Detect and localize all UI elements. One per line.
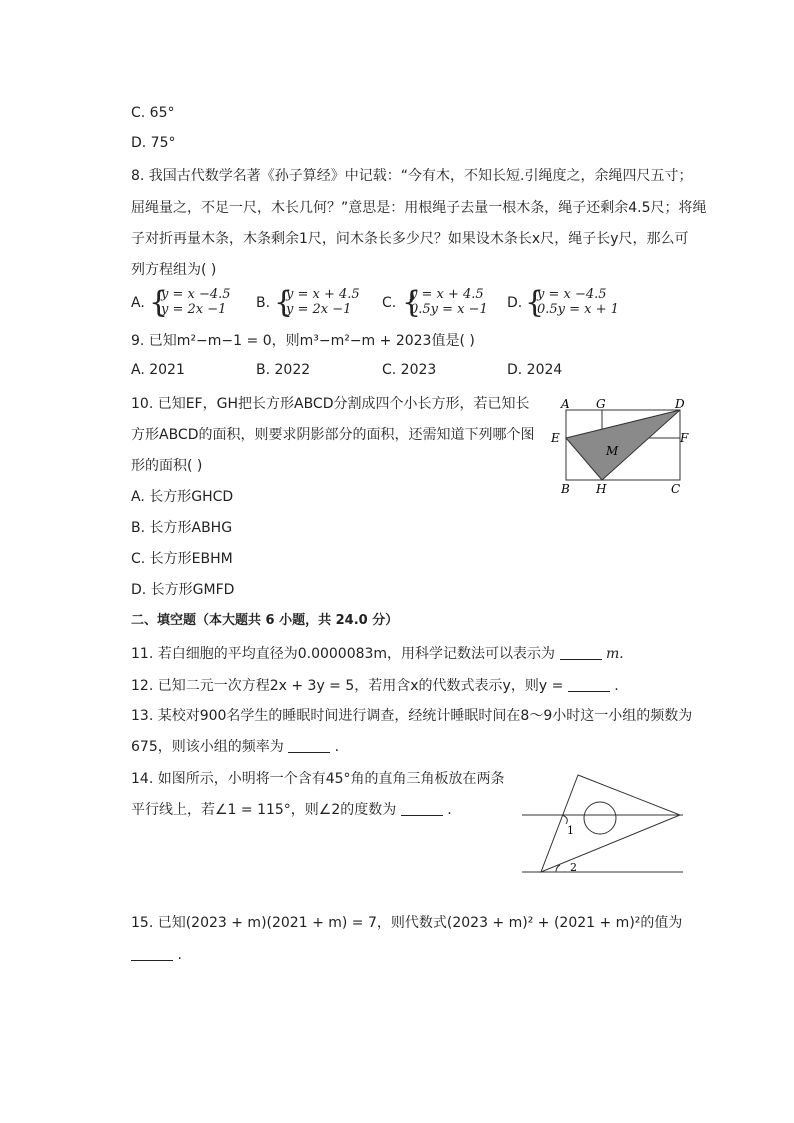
q15-tail: .	[177, 947, 182, 963]
angle-2-label: 2	[570, 861, 577, 874]
q11-tail: m.	[605, 646, 624, 662]
equation-1: y = x + 4.5	[410, 287, 484, 302]
triangle-figure	[518, 768, 688, 876]
label-c: C	[671, 482, 681, 496]
answer-blank[interactable]	[401, 801, 443, 816]
q12	[131, 676, 619, 696]
rectangle-figure	[545, 394, 705, 498]
label-g: G	[596, 397, 606, 411]
q9-option-d: D. 2024	[507, 362, 563, 378]
q14-line2	[131, 800, 452, 820]
q8-stem-line4: 列方程组为( )	[131, 262, 217, 278]
q15-line2	[131, 945, 182, 965]
equation-2: y = 2x −1	[161, 302, 227, 317]
brace: {	[149, 285, 169, 320]
q11-stem: 11. 若白细胞的平均直径为0.0000083m，用科学记数法可以表示为	[131, 646, 556, 662]
q10-option-d: D. 长方形GMFD	[131, 582, 235, 598]
label-d: D	[675, 397, 685, 411]
q8-stem-line2: 屈绳量之，不足一尺，木长几何？”意思是：用根绳子去量一根木条，绳子还剩余4.5尺；将绳	[131, 200, 707, 216]
label-h: H	[596, 482, 607, 496]
q13-stem-line1: 13. 某校对900名学生的睡眠时间进行调查，经统计睡眠时间在8～9小时这一小组的频数为	[131, 708, 693, 724]
q14-stem-line2: 平行线上，若∠1 = 115°，则∠2的度数为	[131, 802, 397, 818]
q12-stem: 12. 已知二元一次方程2x + 3y = 5，若用含x的代数式表示y，则y =	[131, 678, 564, 694]
equation-2: 0.5y = x + 1	[537, 302, 619, 317]
label-e: E	[551, 431, 560, 445]
q14-stem-line1: 14. 如图所示，小明将一个含有45°角的直角三角板放在两条	[131, 771, 505, 787]
answer-blank[interactable]	[131, 946, 173, 961]
equation-1: y = x −4.5	[537, 287, 607, 302]
label-a: A	[561, 397, 570, 411]
q11	[131, 644, 624, 664]
answer-blank[interactable]	[288, 738, 330, 753]
q10-stem-line1: 10. 已知EF，GH把长方形ABCD分割成四个小长方形，若已知长	[131, 396, 530, 412]
q13-tail: .	[334, 739, 340, 755]
answer-blank[interactable]	[568, 677, 610, 692]
q8-stem-line1: 8. 我国古代数学名著《孙子算经》中记载：“今有木，不知长短.引绳度之，余绳四尺五寸；	[131, 168, 693, 184]
q10-stem-line2: 方形ABCD的面积，则要求阴影部分的面积，还需知道下列哪个图	[131, 427, 535, 443]
option-label: A.	[131, 295, 145, 311]
option-label: B.	[256, 295, 271, 311]
option-label: C.	[382, 295, 397, 311]
q14-tail: .	[447, 802, 452, 818]
equation-1: y = x + 4.5	[286, 287, 360, 302]
answer-blank[interactable]	[560, 645, 602, 660]
brace: {	[525, 285, 545, 320]
section-heading: 二、填空题（本大题共 6 小题，共 24.0 分）	[131, 613, 399, 628]
q13-stem-line2: 675，则该小组的频率为	[131, 739, 284, 755]
q10-option-a: A. 长方形GHCD	[131, 489, 234, 505]
q9-option-b: B. 2022	[256, 362, 311, 378]
q10-option-b: B. 长方形ABHG	[131, 520, 233, 536]
q7-option-c: C. 65°	[131, 105, 175, 121]
set-square-hole	[584, 802, 616, 834]
q12-tail: .	[614, 678, 619, 694]
brace: {	[274, 285, 294, 320]
label-f: F	[680, 431, 689, 445]
q9-option-a: A. 2021	[131, 362, 185, 378]
equation-2: 0.5y = x −1	[410, 302, 488, 317]
q10-stem-line3: 形的面积( )	[131, 458, 203, 474]
label-m: M	[606, 444, 619, 458]
brace: {	[402, 285, 422, 320]
shaded-region	[566, 410, 680, 480]
equation-2: y = 2x −1	[286, 302, 352, 317]
angle-1-arc	[562, 815, 567, 824]
q8-stem-line3: 子对折再量木条，木条剩余1尺，问木条长多少尺？如果设木条长x尺，绳子长y尺，那么可	[131, 231, 689, 247]
q7-option-d: D. 75°	[131, 135, 176, 151]
q10-option-c: C. 长方形EBHM	[131, 551, 233, 567]
option-label: D.	[507, 295, 523, 311]
angle-1-label: 1	[567, 824, 574, 837]
equation-1: y = x −4.5	[161, 287, 231, 302]
set-square	[541, 775, 680, 872]
q13-line2	[131, 737, 339, 757]
q15-stem-line1: 15. 已知(2023 + m)(2021 + m) = 7，则代数式(2023 + m)² + (2021 + m)²的值为	[131, 915, 683, 931]
label-b: B	[561, 482, 570, 496]
q9-option-c: C. 2023	[382, 362, 437, 378]
q9-stem: 9. 已知m²−m−1 = 0，则m³−m²−m + 2023值是( )	[131, 333, 475, 349]
